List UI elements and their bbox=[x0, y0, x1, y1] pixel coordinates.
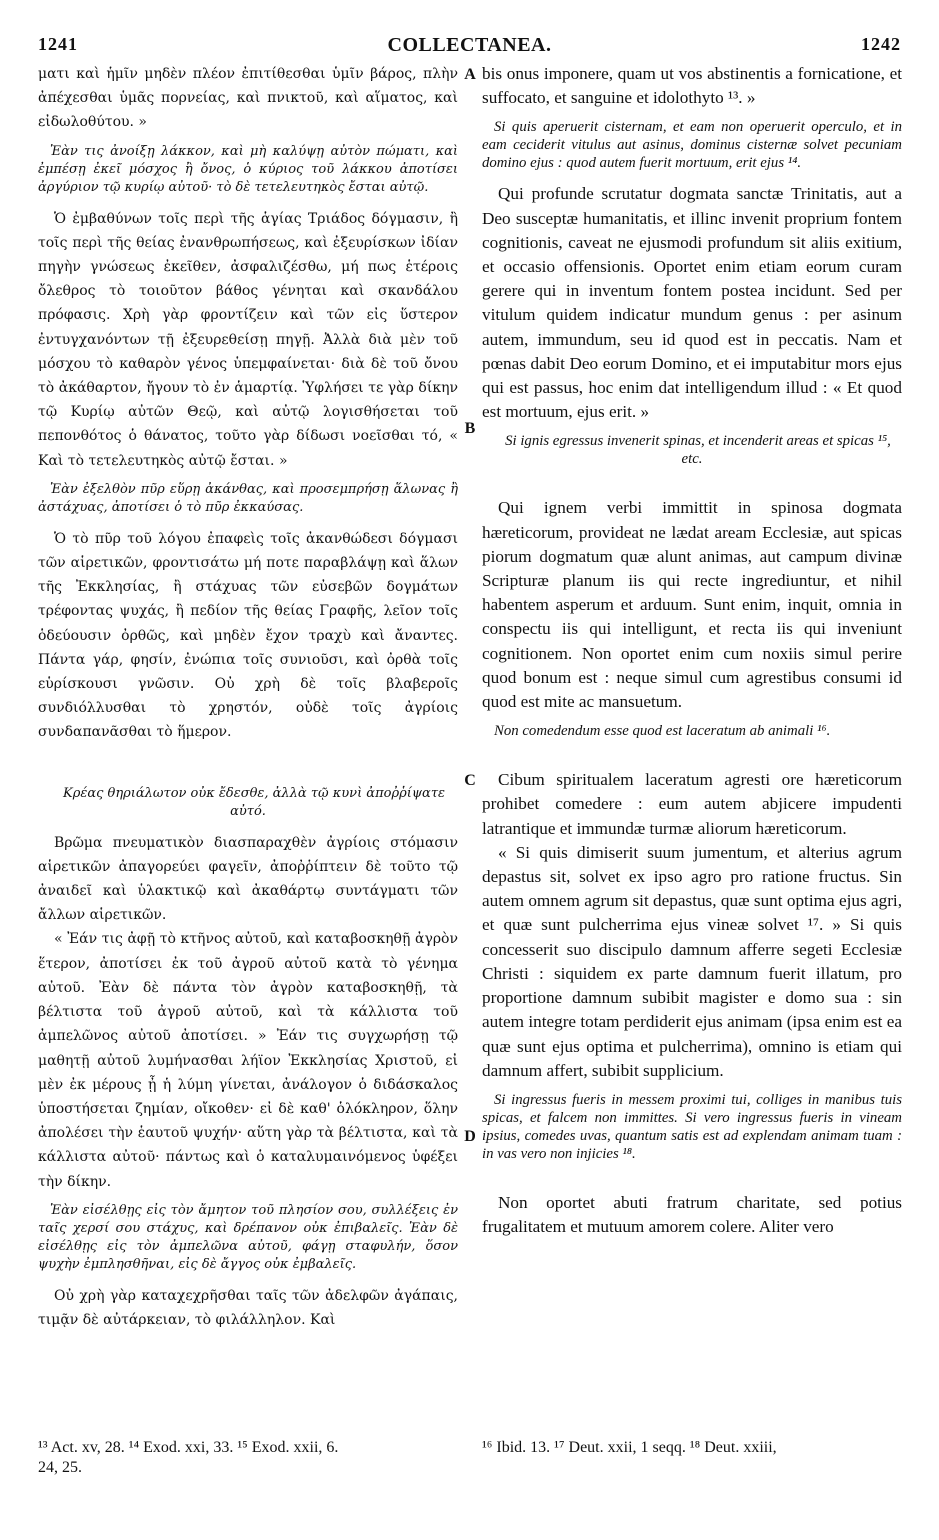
running-title: COLLECTANEA. bbox=[387, 34, 552, 56]
greek-column bbox=[38, 62, 458, 1332]
greek-lemma-3: Κρέας θηριάλωτον οὐκ ἔδεσθε, ἀλλὰ τῷ κυνὶ ἀποῤῥίψατε αὐτό. bbox=[63, 785, 445, 819]
footnote-line-right: ¹⁶ Ibid. 13. ¹⁷ Deut. xxii, 1 seqq. ¹⁸ Deut. xxiii, bbox=[482, 1439, 777, 1456]
footnote-line-left-cont: 24, 25. bbox=[38, 1459, 82, 1476]
footnote-line-left: ¹³ Act. xv, 28. ¹⁴ Exod. xxi, 33. ¹⁵ Exod. xxii, 6. bbox=[38, 1439, 339, 1456]
footnotes-left bbox=[38, 1438, 458, 1478]
footnotes-right bbox=[482, 1438, 902, 1458]
greek-lemma-2: Ἐὰν ἐξελθὸν πῦρ εὕρῃ ἀκάνθας, καὶ προσεμπρήσῃ ἅλωνας ἢ ἀστάχυας, ἀποτίσει ὁ τὸ πῦρ ἐκκαύσας. bbox=[38, 481, 458, 515]
page-number-left: 1241 bbox=[38, 34, 78, 54]
latin-column bbox=[482, 62, 902, 1239]
greek-lemma-4: Ἐὰν εἰσέλθῃς εἰς τὸν ἄμητον τοῦ πλησίον σου, συλλέξεις ἐν ταῖς χερσί σου στάχυς, καὶ δρέπανον οὐκ ἐπιβαλεῖς. Ἐὰν δὲ εἰσέλθῃς εἰς τὸν ἀμπελῶνα αὐτοῦ, φάγῃ σταφυλήν, ὅσον ψυχὴν ἐμπλησθῆναι, εἰς δὲ ἄγγος οὐκ ἐμβαλεῖς. bbox=[38, 1202, 458, 1272]
latin-commentary-2: Qui ignem verbi immittit in spinosa dogmata hæreticorum, provideat ne lædat aream Ecclesiæ, aut spicas piorum dogmatum quæ alunt animas, aut campum divinæ Scripturæ planum iis qui recte ingrediuntur, et nihil habentem asperum et arduum. Sunt enim, inquit, omnia in conspectu iis qui intelligunt, et recta iis qui inveniunt cognitionem. Non oportet enim cum noxiis simul perire quod bonum est : neque simul cum agrestibus consumi id quod est mite ac mansuetum. bbox=[482, 498, 902, 712]
latin-commentary-3a: Cibum spiritualem laceratum agresti ore hæreticorum prohibet comedere : eum autem abjicere impudenti latrantique et immundæ turmæ aliorum hæreticorum. bbox=[482, 770, 902, 838]
latin-lemma-4: Si ingressus fueris in messem proximi tui, colliges in manibus tuis spicas, et falcem non immittes. Si vero ingressus fueris in vineam ipsius, comedes uvas, quantum satis est ad explendam animam tuam : in vas vero non injicies ¹⁸. bbox=[482, 1091, 902, 1162]
margin-marker-c: C bbox=[464, 772, 476, 789]
greek-commentary-3a: Βρῶμα πνευματικὸν διασπαραχθὲν ἀγρίοις στόμασιν αἱρετικῶν ἀπαγορεύει φαγεῖν, ἀποῤῥίπτειν δὲ τοῦτο τῷ ἀναιδεῖ καὶ ὑλακτικῷ καὶ ἀκαθάρτῳ συντάγματι τῶν ἄλλων αἱρετικῶν. bbox=[38, 834, 458, 924]
latin-intro: bis onus imponere, quam ut vos abstinentis a fornicatione, et suffocato, et sanguine et idolothyto ¹³. » bbox=[482, 64, 902, 108]
latin-lemma-1: Si quis aperuerit cisternam, et eam non operuerit operculo, et in eam ceciderit vitulus aut asinus, dominus cisternæ solvet pecuniam domino ejus : quod autem fuerit mortuum, erit ejus ¹⁴. bbox=[482, 119, 902, 172]
greek-intro: ματι καὶ ἡμῖν μηδὲν πλέον ἐπιτίθεσθαι ὑμῖν βάρος, πλὴν ἀπέχεσθαι ὑμᾶς πορνείας, καὶ πνικτοῦ, καὶ αἵματος, καὶ εἰδωλοθύτου. » bbox=[38, 66, 458, 131]
latin-lemma-2: Si ignis egressus invenerit spinas, et incenderit areas et spicas ¹⁵, etc. bbox=[505, 433, 891, 468]
greek-commentary-2: Ὁ τὸ πῦρ τοῦ λόγου ἐπαφεὶς τοῖς ἀκανθώδεσι δόγμασι τῶν αἱρετικῶν, φροντισάτω μή ποτε παραβλάψῃ καὶ ἅλων τῆς Ἐκκλησίας, ἢ στάχυας τῶν εὐσεβῶν δογμάτων τρέφοντας ψυχάς, ἢ πεδίον τῆς θείας Γραφῆς, λεῖον τοῖς ὁδεύουσιν ὀρθῶς, καὶ μηδὲν ἔχον τραχὺ καὶ ἄναντες. Πάντα γάρ, φησίν, ἐνώπια τοῖς συνιοῦσι, καὶ ὀρθὰ τοῖς εὑρίσκουσι γνῶσιν. Οὐ χρὴ δὲ τοῖς βλαβεροῖς συνδιόλλυσθαι τὸ χρηστόν, οὐδὲ τοῖς ἀγρίοις συνδαπανᾶσθαι τὸ ἥμερον. bbox=[38, 530, 458, 741]
latin-commentary-4: Non oportet abuti fratrum charitate, sed potius frugalitatem et mutuum amorem colere. Aliter vero bbox=[482, 1192, 902, 1237]
margin-marker-b: B bbox=[464, 420, 476, 437]
latin-lemma-3: Non comedendum esse quod est laceratum ab animali ¹⁶. bbox=[494, 723, 831, 740]
margin-marker-d: D bbox=[464, 1128, 476, 1145]
greek-lemma-1: Ἐὰν τις ἀνοίξῃ λάκκον, καὶ μὴ καλύψῃ αὐτὸν πώματι, καὶ ἐμπέσῃ ἐκεῖ μόσχος ἢ ὄνος, ὁ κύριος τοῦ λάκκου ἀποτίσει ἀργύριον τῷ κυρίῳ αὐτοῦ· τὸ δὲ τετελευτηκὸς ἔσται αὐτῷ. bbox=[38, 143, 458, 195]
page-number-right: 1242 bbox=[861, 34, 901, 54]
greek-commentary-1: Ὁ ἐμβαθύνων τοῖς περὶ τῆς ἁγίας Τριάδος δόγμασιν, ἢ τοῖς περὶ τῆς θείας ἐνανθρωπήσεως, καὶ ἐξευρίσκων ἰδίαν πηγὴν γνώσεως ἐκεῖθεν, ἀσφαλιζέσθω, μή πως ἑτέροις ὄλεθρος τὸ τοιοῦτον βάθος γένηται καὶ σκανδάλου πρόφασις. Χρὴ γὰρ φροντίζειν καὶ τῶν εἰς ὕστερον ἐντυγχανόντων τῇ ἐξευρεθείσῃ πηγῇ. Ἀλλὰ διὰ μὲν τοῦ μόσχου τὸ καθαρὸν γένος ὑπεμφαίνεται· διὰ δὲ τοῦ ὄνου τὸ ἀκάθαρτον, ἤγουν τὸ ἐν ἁμαρτίᾳ. Ὑφλήσει τε γὰρ δίκην τῷ Κυρίῳ αὐτῶν Θεῷ, καὶ αὐτῷ λογισθήσεται τοῦ πεπονθότος ὁ θάνατος, τοῦτο γὰρ δίδωσι νοεῖσθαι τό, « Καὶ τὸ τετελευτηκὸς αὐτῷ ἔσται. » bbox=[38, 210, 458, 469]
latin-commentary-3b: « Si quis dimiserit suum jumentum, et alterius agrum depastus sit, solvet ex ipso agro pro ratione fructus. Sin autem omnem agrum sit depastus, quæ sunt optima ejus agri, et quæ sunt pulcherrima ejus vineæ solvet ¹⁷. » Si quis concesserit suo discipulo damnum afferre segeti Ecclesiæ Christi : siquidem ex parte damnum fuerit illatum, pro proportione damnum subibit magister e domo sua : sin autem integre totam perdiderit ejus animam (ipsa enim est ea quæ sunt ejus optima et pulcherrima), omnino is etiam qui damnum affert, subibit supplicium. bbox=[482, 842, 902, 1080]
margin-marker-a: A bbox=[464, 66, 476, 83]
greek-commentary-3b: « Ἐάν τις ἀφῇ τὸ κτῆνος αὐτοῦ, καὶ καταβοσκηθῇ ἀγρὸν ἕτερον, ἀποτίσει ἐκ τοῦ ἀγροῦ αὐτοῦ κατὰ τὸ γένημα αὐτοῦ. Ἐὰν δὲ πάντα τὸν ἀγρὸν καταβοσκηθῇ, τὰ βέλτιστα τοῦ ἀγροῦ αὐτοῦ, καὶ τὰ κάλλιστα τοῦ ἀμπελῶνος αὐτοῦ ἀποτίσει. » Ἐάν τις συγχωρήσῃ τῷ μαθητῇ αὐτοῦ λυμήνασθαι λήϊον Ἐκκλησίας Χριστοῦ, εἰ μὲν ἐκ μέρους ᾖ ἡ λύμη γίνεται, ἀνάλογον ὁ διδάσκαλος ὑποστήσεται ζημίαν, οἴκοθεν· εἰ δὲ καθ' ὁλόκληρον, ὅλην ἀπολέσει τὴν ἑαυτοῦ ψυχήν· αὕτη γὰρ τὰ βέλτιστα, καὶ τὰ κάλλιστα αὐτοῦ· πάντως καὶ ὁ καταλυμαινόμενος ὑφέξει τὴν δίκην. bbox=[38, 931, 458, 1190]
running-header bbox=[38, 34, 901, 60]
greek-commentary-4: Οὐ χρὴ γὰρ καταχεχρῆσθαι ταῖς τῶν ἀδελφῶν ἀγάπαις, τιμᾷν δὲ αὐτάρκειαν, τὸ φιλάλληλον. Καὶ bbox=[38, 1287, 458, 1328]
latin-commentary-1: Qui profunde scrutatur dogmata sanctæ Trinitatis, aut a Deo susceptæ humanitatis, et illinc invenit proprium fontem cognitionis, caveat ne ejusmodi profundum sit aliis exitium, et occasio offensionis. Oportet enim etiam eorum curam gerere qui in inventum fontem postea incidunt. Sed per vitulum quidem indicatur mundum genus : per asinum autem, immundum, seu id quod est in peccatis. Nam et pœnas dabit Deo eorum Domino, et ei imputabitur mors ejus qui est passus, hoc enim dat intelligendum illud : « Et quod est mortuum, ejus erit. » bbox=[482, 184, 902, 422]
